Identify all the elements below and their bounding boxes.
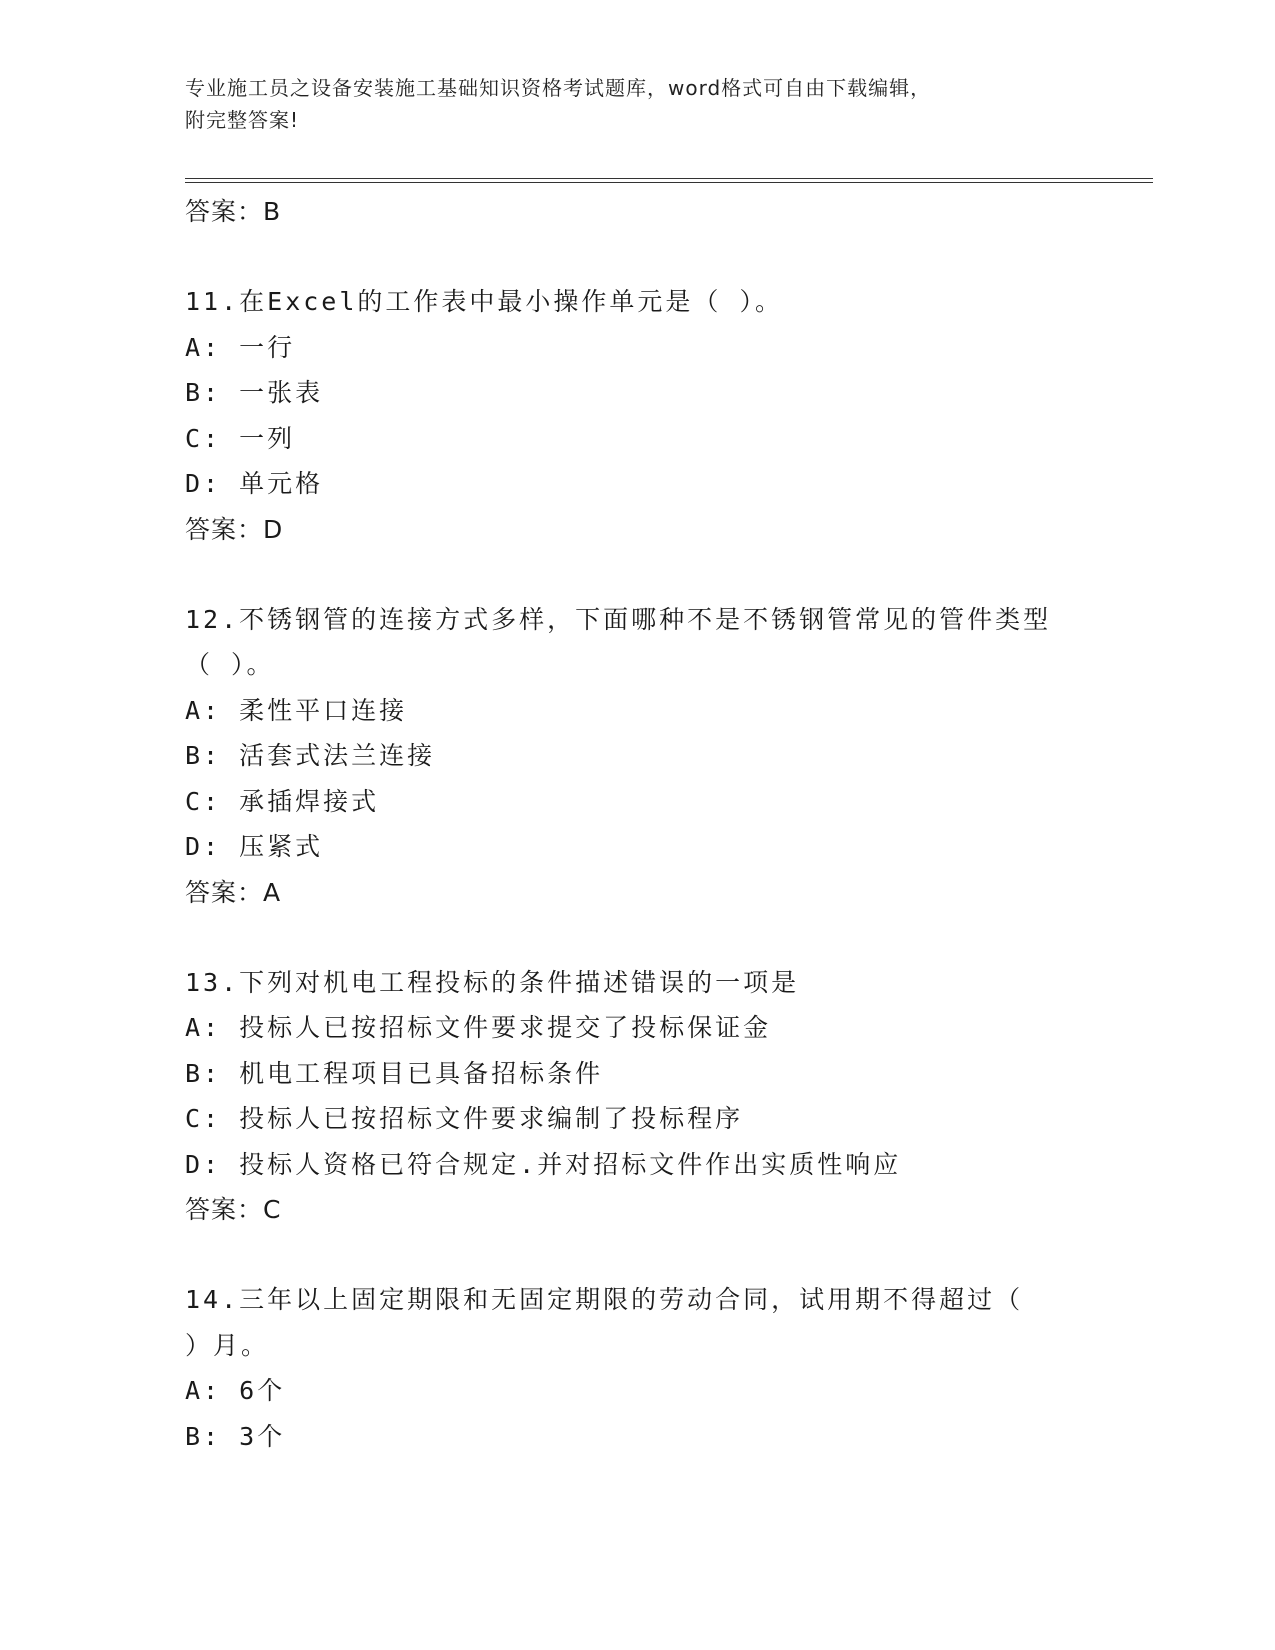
document-header [185, 72, 1055, 136]
answer-line [185, 870, 1085, 916]
answer-line [185, 1187, 1085, 1233]
header-line-1: 专业施工员之设备安装施工基础知识资格考试题库，word格式可自由下载编辑， [185, 76, 932, 100]
answer-value: B [263, 197, 282, 226]
question-11 [185, 279, 1085, 553]
option-c: C: 一列 [185, 423, 296, 453]
question-13 [185, 960, 1085, 1234]
option-a: A: 一行 [185, 332, 296, 362]
spacer [185, 553, 1085, 597]
answer-line [185, 507, 1085, 553]
option-d: D: 投标人资格已符合规定.并对招标文件作出实质性响应 [185, 1149, 902, 1179]
option-a: A: 投标人已按招标文件要求提交了投标保证金 [185, 1013, 772, 1042]
question-text: 11.在Excel的工作表中最小操作单元是（ ）。 [185, 287, 783, 316]
question-text-continued: ）月。 [185, 1330, 270, 1360]
option-b: B: 3个 [185, 1421, 286, 1451]
question-list [185, 189, 1085, 1459]
answer-label: 答案： [185, 197, 264, 226]
question-text: 12.不锈钢管的连接方式多样，下面哪种不是不锈钢管常见的管件类型 [185, 604, 1052, 634]
spacer [185, 916, 1085, 960]
answer-value: D [263, 514, 284, 544]
question-text: 13.下列对机电工程投标的条件描述错误的一项是 [185, 967, 800, 997]
answer-label: 答案： [185, 1195, 264, 1224]
header-divider-top [185, 178, 1153, 179]
option-b: B: 机电工程项目已具备招标条件 [185, 1058, 604, 1088]
question-text-continued: （ ）。 [185, 650, 275, 679]
answer-label: 答案： [185, 877, 264, 907]
option-a: A: 柔性平口连接 [185, 695, 408, 725]
answer-value: C [263, 1195, 282, 1224]
question-14 [185, 1277, 1085, 1459]
option-c: C: 投标人已按招标文件要求编制了投标程序 [185, 1104, 744, 1133]
question-text: 14.三年以上固定期限和无固定期限的劳动合同，试用期不得超过（ [185, 1285, 1024, 1314]
answer-value: A [263, 877, 282, 907]
option-d: D: 单元格 [185, 469, 324, 498]
option-b: B: 一张表 [185, 378, 324, 407]
option-b: B: 活套式法兰连接 [185, 741, 436, 770]
answer-label: 答案： [185, 514, 264, 544]
spacer [185, 1233, 1085, 1277]
spacer [185, 235, 1085, 279]
answer-line [185, 189, 1085, 235]
option-c: C: 承插焊接式 [185, 786, 380, 816]
option-d: D: 压紧式 [185, 832, 324, 861]
question-12 [185, 597, 1085, 916]
header-line-2: 附完整答案! [185, 108, 300, 132]
header-divider-bottom [185, 182, 1153, 183]
option-a: A: 6个 [185, 1376, 286, 1405]
